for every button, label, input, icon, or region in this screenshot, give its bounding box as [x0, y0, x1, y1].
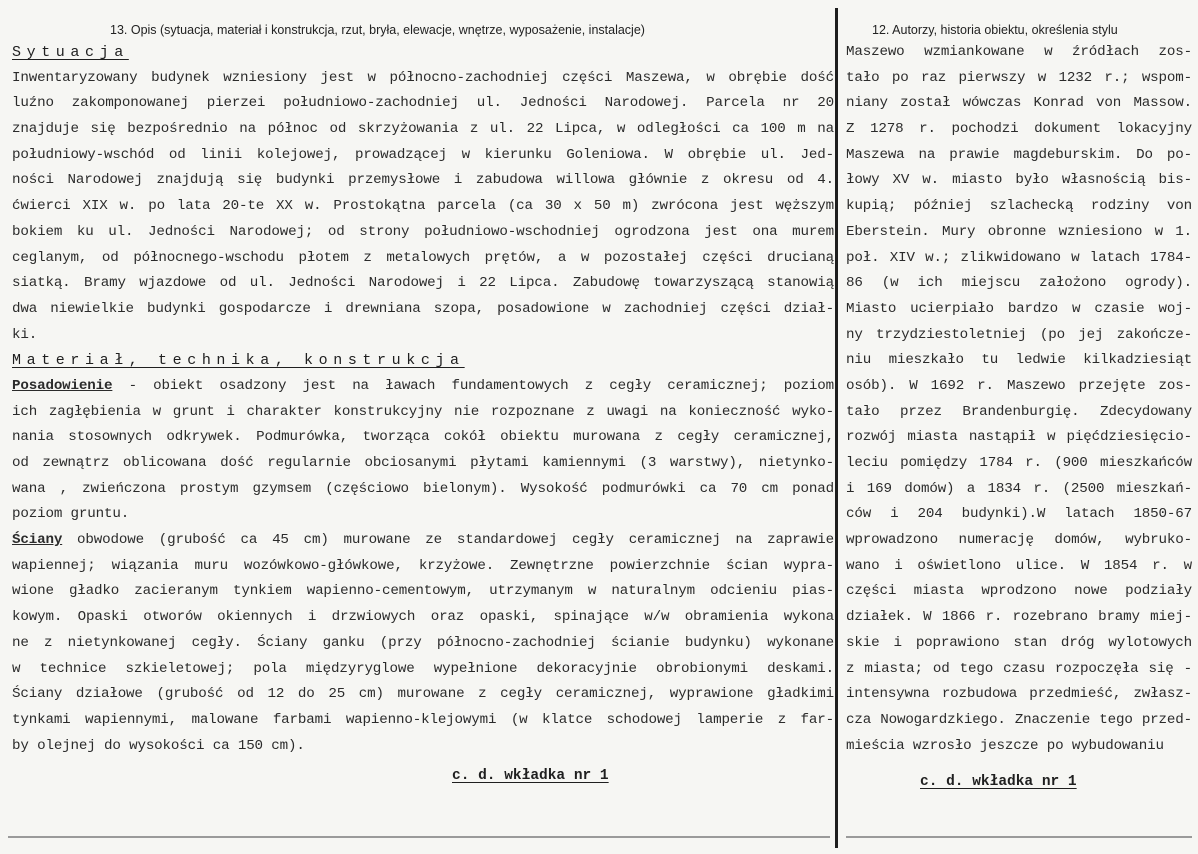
history-header: 12. Autorzy, historia obiektu, określenia stylu [872, 23, 1118, 37]
text-line: 86 (w ich miejscu założono ogrody). [846, 275, 1192, 292]
section-heading [12, 40, 834, 66]
section-heading [12, 348, 834, 374]
text-line: rozwój miasta nastąpił w pięćdziesięcio- [846, 429, 1192, 446]
text-line: ne z nietynkowanej cegły. Ściany ganku (przy północno-zachodniej ścianie budynku) wykonane [12, 634, 834, 651]
text-line: tynkami wapiennymi, malowane farbami wapienno-klejowymi (w klatce schodowej lamperie z far- [12, 711, 834, 728]
text-line: ców i 204 budynki).W latach 1850-67 [846, 506, 1192, 523]
text-line: skie i poprawiono stan dróg wylotowych [846, 634, 1192, 651]
text-line: i 169 domów) a 1834 r. (2500 mieszkań- [846, 480, 1192, 497]
text-line: siatką. Bramy wjazdowe od ul. Jedności Narodowej i 22 Lipca. Zabudowę towarzyszącą stanowią [12, 275, 834, 292]
text-line: Inwentaryzowany budynek wzniesiony jest w północno-zachodniej części Maszewa, w obrębie dość [12, 69, 834, 86]
text-line: Maszewo wzmiankowane w źródłach zos- [846, 44, 1192, 60]
text-line: części miasta wprodzono nowe podziały [846, 583, 1192, 600]
text-line: wano i oświetlono ulice. W 1854 r. w [846, 557, 1192, 574]
text-line: tało przez Brandenburgię. Zdecydowany [846, 403, 1192, 420]
text-line: działek. W 1866 r. rozebrano bramy miej- [846, 609, 1192, 626]
text-line: ki. [12, 326, 38, 343]
text-line: bokiem ku ul. Jedności Narodowej; od strony południowo-wschodniej ogrodzona jest ona murem [12, 223, 834, 240]
foundation-label: Posadowienie [12, 377, 113, 394]
text-line: by olejnej do wysokości ca 150 cm). [12, 737, 305, 754]
situation-heading: Sytuacja [12, 44, 129, 61]
text-line: leciu pomiędzy 1784 r. (900 mieszkańców [846, 455, 1192, 471]
description-column [12, 0, 834, 854]
text-line: poziom gruntu. [12, 506, 130, 523]
text-line: Z 1278 r. pochodzi dokument lokacyjny [846, 121, 1192, 138]
text-line: intensywna rozbudowa przedmieść, zwłasz- [846, 686, 1192, 703]
text-line: Maszewa na prawie magdeburskim. Do po- [846, 146, 1192, 163]
text-line: ności Narodowej znajdują się budynki przemysłowe i zabudowa willowa głównie z okresu od 4. [12, 172, 834, 189]
text-line: wana , zwieńczona prostym gzymsem (częściowo bielonym). Wysokość podmurówki ca 70 cm ponad [12, 480, 834, 497]
column-divider [835, 8, 838, 848]
text-line: niany został wówczas Konrad von Massow. [846, 95, 1192, 112]
text-line: łowy XV w. miasto było własnością bis- [846, 172, 1192, 189]
text-line: nania stosownych odkrywek. Podmurówka, tworząca cokół obiektu murowana z cegły ceramicznej, [12, 429, 834, 446]
material-heading: Materiał, technika, konstrukcja [12, 352, 465, 370]
text-line: kupią; później szlachecką rodziny von [846, 198, 1192, 215]
text-line: mieścia wzrosło jeszcze po wybudowaniu [846, 737, 1164, 754]
text-line: ceglanym, od północnego-wschodu płotem z metalowych prętów, a w pozostałej części drucianą [12, 249, 834, 266]
text-line: dwa niewielkie budynki gospodarcze i drewniana szopa, posadowione w zachodniej części dział- [12, 300, 834, 317]
text-line: ny trzydziestoletniej (po jej zakończe- [846, 326, 1192, 343]
text-line: ćwierci XIX w. po lata 20-te XX w. Prostokątna parcela (ca 30 x 50 m) zwrócona jest węższym [12, 198, 834, 215]
description-header: 13. Opis (sytuacja, materiał i konstrukcja, rzut, bryła, elewacje, wnętrze, wyposażenie, instalacje) [110, 23, 645, 37]
walls-label: Ściany [12, 532, 63, 549]
text-line: wapiennej; wiązania muru wozówkowo-główkowe, krzyżowe. Zewnętrzne powierzchnie ścian wypra- [12, 557, 834, 574]
text-line: tało po raz pierwszy w 1232 r.; wspom- [846, 69, 1192, 86]
history-body [846, 40, 1192, 759]
text-line: ich zagłębienia w grunt i charakter konstrukcyjny nie rozpoznane z uwagi na konieczność wyko- [12, 403, 834, 420]
text-line: kowym. Opaski otworów okiennych i drzwiowych oraz opaski, spinające w/w obramienia wykona [12, 609, 834, 626]
text-line: od zewnątrz oblicowana dość regularnie obciosanymi płytami kamiennymi (3 warstwy), nietynko- [12, 455, 834, 471]
bottom-rule-left [8, 836, 830, 838]
text-line: wprowadzono numerację domów, wybruko- [846, 532, 1192, 549]
description-body [12, 40, 834, 759]
text-line: poł. XIV w.; zlikwidowano w latach 1784- [846, 249, 1192, 266]
text-line [12, 374, 834, 400]
walls-text: obwodowe (grubość ca 45 cm) murowane ze standardowej cegły ceramicznej na zaprawie [77, 532, 834, 549]
text-line: osób). W 1692 r. Maszewo przejęte zos- [846, 377, 1192, 394]
text-line: wione gładko zacieranym tynkiem wapienno-cementowym, utrzymanym w naturalnym odcieniu pias- [12, 583, 834, 600]
continuation-note-right: c. d. wkładka nr 1 [920, 774, 1077, 790]
bottom-rule-right [846, 836, 1192, 838]
foundation-text: - obiekt osadzony jest na ławach fundamentowych z cegły ceramicznej; poziom [128, 377, 834, 394]
text-line: południowy-wschód od linii kolejowej, prowadzącej w kierunku Goleniowa. W obrębie ul. Jed- [12, 146, 834, 163]
text-line: Ściany działowe (grubość od 12 do 25 cm) murowane z cegły ceramicznej, wyprawione gładkimi [12, 686, 834, 703]
text-line: niu mieszkało tu ledwie kilkadziesiąt [846, 352, 1192, 369]
text-line: Miasto ucierpiało bardzo w czasie woj- [846, 300, 1192, 317]
text-line: cza Nowogardzkiego. Znaczenie tego przed- [846, 711, 1192, 728]
text-line: luźno zakomponowanej pierzei południowo-zachodniej ul. Jedności Narodowej. Parcela nr 20 [12, 95, 834, 112]
history-column [846, 0, 1192, 854]
text-line: z miasta; od tego czasu rozpoczęła się - [846, 660, 1192, 677]
continuation-note-left: c. d. wkładka nr 1 [452, 768, 609, 784]
text-line: Eberstein. Mury obronne wzniesiono w 1. [846, 223, 1192, 240]
text-line: znajduje się bezpośrednio na północ od skrzyżowania z ul. 22 Lipca, w odległości ca 100 m na [12, 121, 834, 138]
text-line [12, 528, 834, 554]
text-line: w technice szkieletowej; pola międzyryglowe wypełnione dekoracyjnie obrobionymi deskami. [12, 660, 834, 677]
